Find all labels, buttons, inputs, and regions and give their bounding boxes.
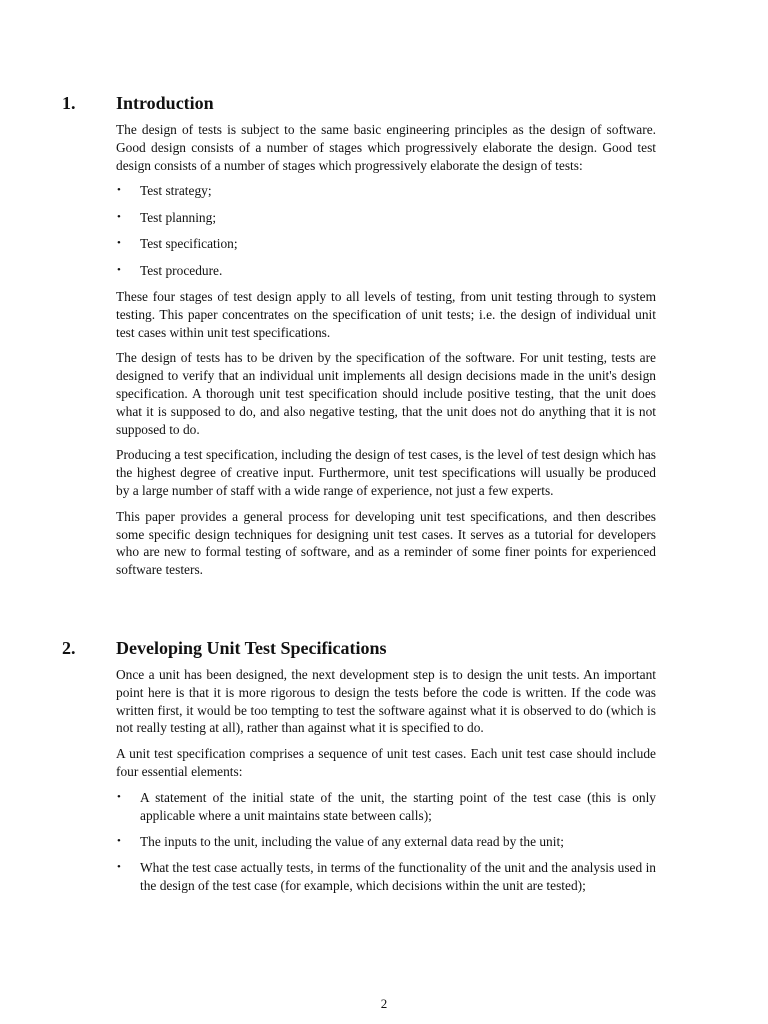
- paragraph: Producing a test specification, including the design of test cases, is the level of test design which has the highest degree of creative input. Furthermore, unit test specifications will usually be produced by a large number of staff with a wide range of experience, not just a few experts.: [116, 447, 656, 498]
- paragraph: A unit test specification comprises a sequence of unit test cases. Each unit test case should include four essential elements:: [116, 746, 656, 779]
- bullet-text: Test planning;: [140, 209, 217, 225]
- paragraph: These four stages of test design apply to all levels of testing, from unit testing through to system testing. This paper concentrates on the specification of unit tests; i.e. the design of individual unit test cases within unit test specifications.: [116, 288, 656, 340]
- bullet-text: A statement of the initial state of the unit, the starting point of the test case (this is only applicable where a unit maintains state between calls);: [140, 789, 656, 823]
- bullet-text: What the test case actually tests, in terms of the functionality of the unit and the analysis used in the design of the test case (for example, which decisions within the unit are tested);: [140, 860, 656, 894]
- bullet-item: [116, 859, 656, 895]
- section-heading: [62, 93, 656, 117]
- bullet-item: [116, 209, 656, 227]
- section-heading: [62, 638, 656, 662]
- bullet-text: Test specification;: [140, 236, 238, 252]
- section-developing-unit-test-specifications: [62, 638, 656, 904]
- bullet-item: [116, 789, 656, 825]
- section-body: [116, 121, 656, 579]
- paragraph: Once a unit has been designed, the next development step is to design the unit tests. An important point here is that it is more rigorous to design the tests before the code is written. If the code was written first, it would be too tempting to test the software against what it is observed to do (which is not really testing at all), rather than against what it is specified to do.: [116, 667, 656, 736]
- bullet-glyph: •: [117, 237, 121, 250]
- paragraph: The design of tests has to be driven by the specification of the software. For unit testing, tests are designed to verify that an individual unit implements all design decisions made in the unit's design specification. A thorough unit test specification should include positive testing, that the unit does what it is supposed to do, and also negative testing, that the unit does not do anything that it is not supposed to do.: [116, 350, 656, 437]
- bullet-glyph: •: [117, 184, 121, 197]
- paragraph: This paper provides a general process for developing unit test specifications, and then describes some specific design techniques for designing unit test cases. It serves as a tutorial for developers who are new to formal testing of software, and as a reminder of some finer points for experienced software testers.: [116, 508, 656, 578]
- bullet-item: [116, 235, 656, 253]
- bullet-item: [116, 833, 656, 851]
- section-number: 1.: [62, 93, 76, 113]
- bullet-text: Test procedure.: [140, 262, 223, 278]
- section-body: [116, 666, 656, 895]
- bullet-glyph: •: [117, 210, 121, 223]
- bullet-item: [116, 182, 656, 200]
- bullet-item: [116, 262, 656, 280]
- bullet-text: The inputs to the unit, including the value of any external data read by the unit;: [140, 833, 564, 849]
- bullet-glyph: •: [117, 834, 121, 847]
- bullet-glyph: •: [117, 790, 121, 803]
- section-introduction: [62, 93, 656, 587]
- bullet-glyph: •: [117, 861, 121, 874]
- bullet-list: [116, 789, 656, 895]
- section-title: Developing Unit Test Specifications: [116, 638, 387, 658]
- section-number: 2.: [62, 638, 76, 658]
- bullet-glyph: •: [117, 263, 121, 276]
- bullet-text: Test strategy;: [140, 183, 212, 199]
- section-title: Introduction: [116, 93, 214, 113]
- paragraph: The design of tests is subject to the same basic engineering principles as the design of software. Good design consists of a number of stages which progressively elaborate the design. Good test design consists of a number of stages which progressively elaborate the design of tests:: [116, 122, 656, 173]
- bullet-list: [116, 182, 656, 279]
- page-number: 2: [380, 996, 388, 1011]
